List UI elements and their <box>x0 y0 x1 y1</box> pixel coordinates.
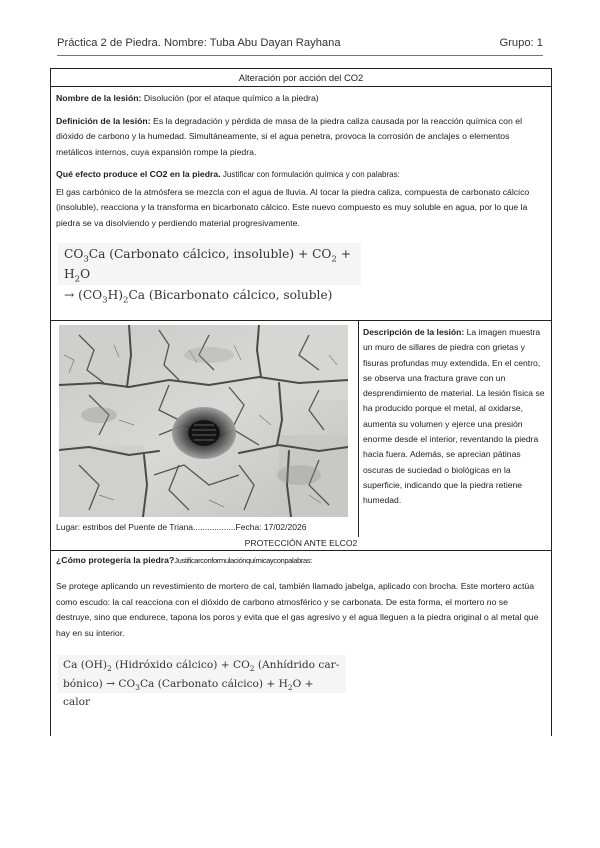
injury-name-label: Nombre de la lesión: <box>56 93 142 103</box>
definition-paragraph <box>56 114 546 161</box>
definition-value: Es la degradación y pérdida de masa de la piedra caliza causada por la reacción química con el dióxido de carbono y la humedad. Simultáneamente, si el agua penetra, provoca la corrosión de anclajes o elementos metálicos internos, cuya expansión rompe la piedra. <box>56 115 522 157</box>
column-divider <box>358 320 359 537</box>
protection-text: Se protege aplicando un revestimiento de mortero de cal, también llamado jabelga, aplicado con brocha. Este mortero actúa como escudo: la cal reacciona con el dióxido de carbono atmosférico y se carbonata. De esta forma, el mortero no se destruye, sino que endurece, tapona los poros y evita que el gas agresivo y el agua lleguen a la piedra original o al metal que hay en su interior. <box>56 581 539 638</box>
injury-name-value: Disolución (por el ataque químico a la piedra) <box>141 93 319 103</box>
protect-instruction: Justificarconformulaciónquímicayconpalabras: <box>174 556 312 565</box>
description-label: Descripción de la lesión: <box>363 327 465 337</box>
effect-text: El gas carbónico de la atmósfera se mezcla con el agua de lluvia. Al tocar la piedra caliza, compuesta de carbonato cálcico (insoluble), reacciona y la transforma en bicarbonato cálcico. Este nuevo compuesto es muy soluble en agua, por lo que la piedra se va disolviendo y perdiendo material progresivamente. <box>56 186 530 228</box>
section-title: Alteración por acción del CO2 <box>51 69 551 87</box>
formula2-line1: Ca $(OH)_2$ (Hidróxido cálcico) + $CO_2$ (Anhídrido car- <box>63 659 340 674</box>
protection-question <box>56 555 312 565</box>
formula1-line1: $CO_3Ca$ (Carbonato cálcico, insoluble) + $CO_2 + H_2O$ <box>64 247 351 285</box>
page-header <box>57 37 543 56</box>
description-value: La imagen muestra un muro de sillares de piedra con grietas y fisuras profundas muy extendida. En el centro, se observa una fractura grave con un desprendimiento de material. La lesión física se ha producido porque el metal, al oxidarse, aumenta su volumen y ejerce una presión enorme desde el interior, reventando la piedra hacia fuera. Además, se aprecian pátinas oscuras de suciedad o biológicas en la superficie, indicando que la piedra retiene humedad. <box>363 327 545 506</box>
formula2-line2: bónico) → $CO_3Ca$ (Carbonato cálcico) + $H_2O$ + calor <box>63 677 314 709</box>
formula1-line2: → $(CO_3H)_2Ca$ (Bicarbonato cálcico, soluble) <box>64 287 333 306</box>
injury-name-paragraph <box>56 91 546 107</box>
header-title: Práctica 2 de Piedra. Nombre: Tuba Abu Dayan Rayhana <box>57 37 341 49</box>
report-table <box>50 68 552 736</box>
effect-heading <box>56 167 546 183</box>
stone-wall-photo <box>59 325 348 517</box>
injury-description <box>363 325 547 509</box>
formula-image-2 <box>58 655 346 709</box>
effect-label: Qué efecto produce el CO2 en la piedra. <box>56 169 221 179</box>
protect-question-label: ¿Cómo protegería la piedra? <box>56 555 175 565</box>
formula-image-1 <box>58 243 361 306</box>
protection-title: PROTECCIÓN ANTE ELCO2 <box>51 536 551 551</box>
co2-section <box>56 91 546 238</box>
header-group: Grupo: 1 <box>499 37 543 49</box>
row-divider <box>51 320 551 321</box>
definition-label: Definición de la lesión: <box>56 115 151 126</box>
photo-caption: Lugar: estribos del Puente de Triana..................Fecha: 17/02/2026 <box>56 522 307 532</box>
effect-instruction: Justificar con formulación química y con palabras: <box>220 170 400 179</box>
